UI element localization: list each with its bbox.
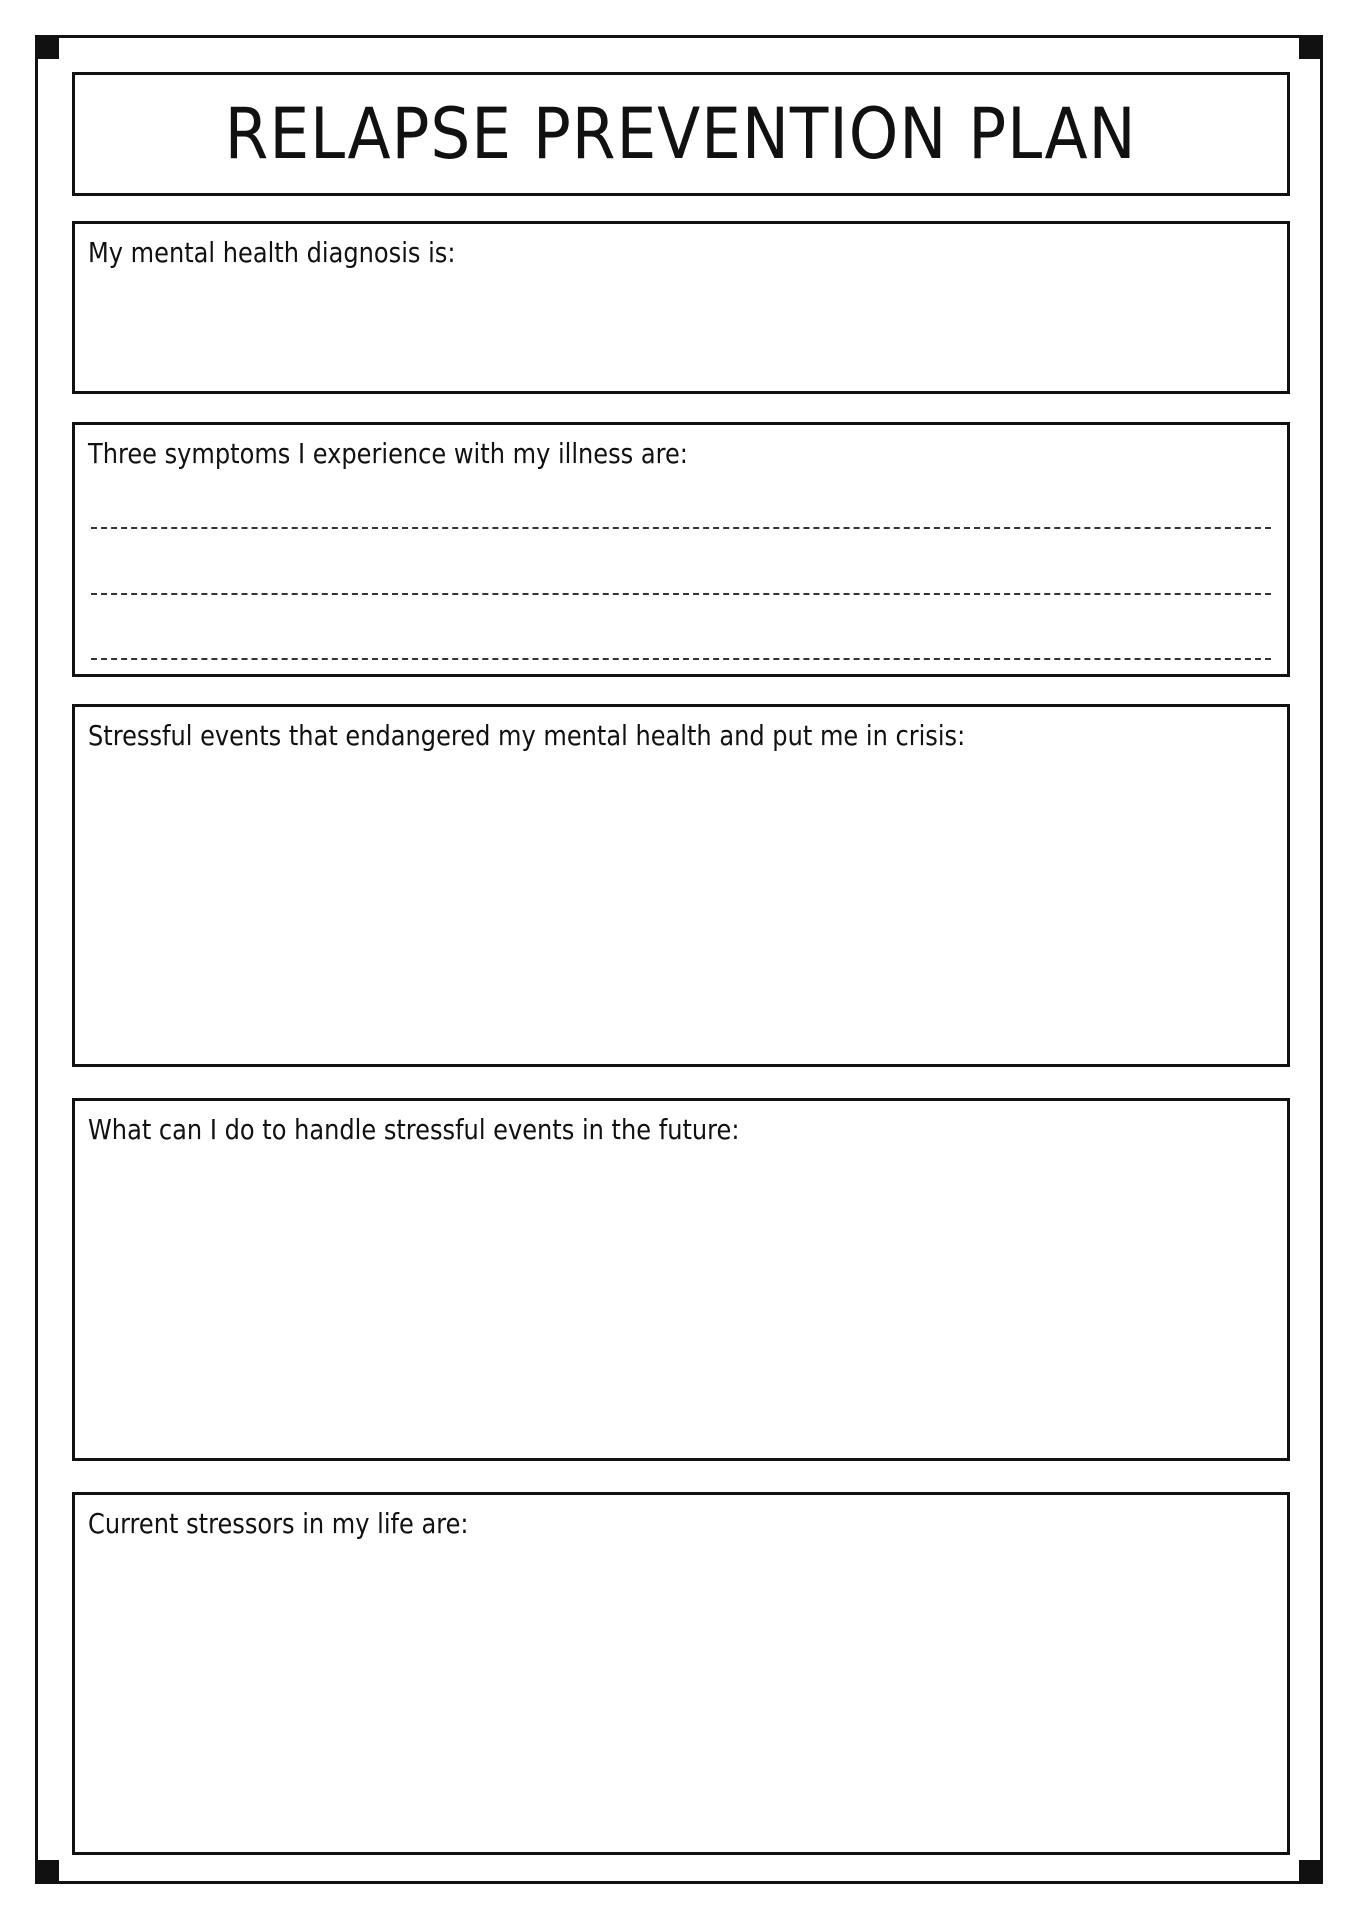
coping-plan-section[interactable] <box>72 1098 1290 1461</box>
symptoms-prompt: Three symptoms I experience with my illness are: <box>88 437 688 470</box>
symptom-line-3[interactable] <box>91 658 1271 660</box>
corner-mark-top-right <box>1299 35 1323 59</box>
symptom-line-2[interactable] <box>91 593 1271 595</box>
corner-mark-top-left <box>35 35 59 59</box>
page-title: RELAPSE PREVENTION PLAN <box>225 93 1137 175</box>
symptoms-section <box>72 422 1290 677</box>
corner-mark-bottom-left <box>35 1860 59 1884</box>
diagnosis-section[interactable] <box>72 221 1290 394</box>
coping-plan-prompt: What can I do to handle stressful events in the future: <box>88 1113 740 1146</box>
current-stressors-section[interactable] <box>72 1492 1290 1855</box>
diagnosis-prompt: My mental health diagnosis is: <box>88 236 456 269</box>
current-stressors-prompt: Current stressors in my life are: <box>88 1507 469 1540</box>
stressful-events-prompt: Stressful events that endangered my mental health and put me in crisis: <box>88 719 966 752</box>
corner-mark-bottom-right <box>1299 1860 1323 1884</box>
stressful-events-section[interactable] <box>72 704 1290 1067</box>
title-box <box>72 72 1290 196</box>
symptom-line-1[interactable] <box>91 527 1271 529</box>
